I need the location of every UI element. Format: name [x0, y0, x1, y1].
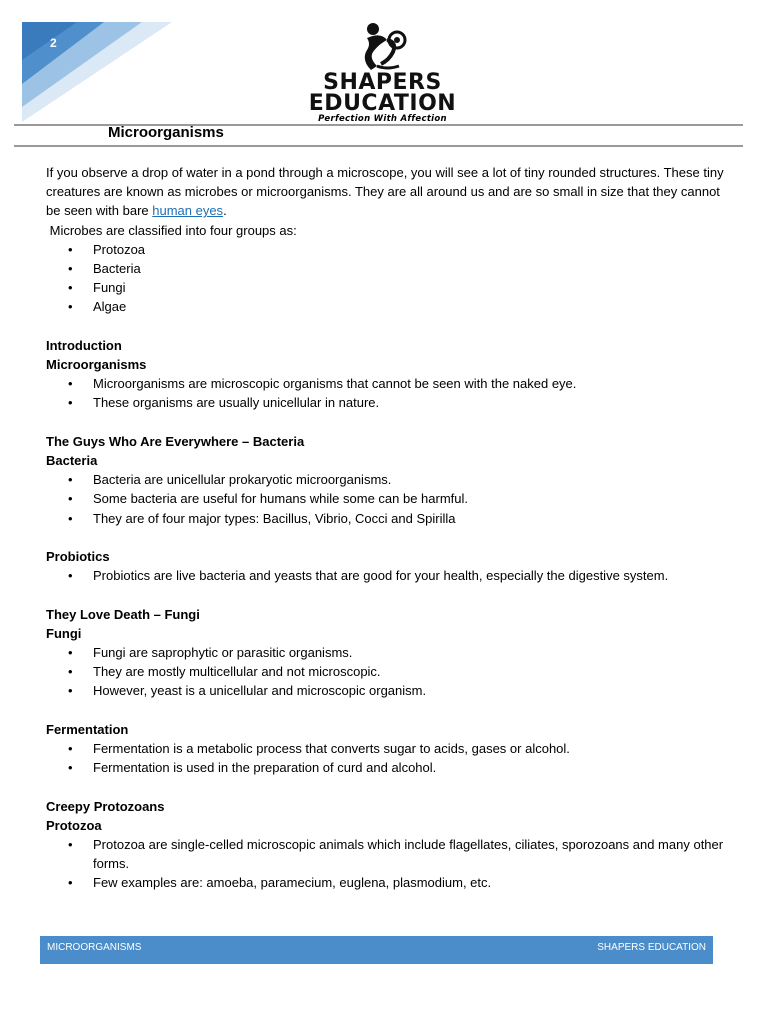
- section-list: [46, 739, 736, 777]
- list-item: • Probiotics are live bacteria and yeasts that are good for your health, especially the digestive system.: [46, 566, 736, 585]
- section-list: [46, 470, 736, 528]
- section-heading: The Guys Who Are Everywhere – Bacteria: [46, 433, 305, 449]
- section-heading: They Love Death – Fungi: [46, 606, 200, 622]
- section-subheading: Microorganisms: [46, 357, 147, 373]
- header-rule-bottom: [14, 145, 743, 147]
- human-eyes-link[interactable]: human eyes: [152, 203, 224, 219]
- section-list: [46, 643, 736, 701]
- list-item: • Bacteria: [46, 259, 736, 278]
- list-item: • Protozoa: [46, 240, 736, 259]
- list-item: • Bacteria are unicellular prokaryotic microorganisms.: [46, 470, 736, 489]
- logo-brand-line2: EDUCATION: [308, 91, 457, 116]
- list-item: • Fermentation is used in the preparation of curd and alcohol.: [46, 758, 736, 777]
- list-item: • Fungi: [46, 278, 736, 297]
- intro-text: If you observe a drop of water in a pond through a microscope, you will see a lot of tiny rounded structures. These tiny creatures are known as microbes or microorganisms. They are all around us and are so small in size that they cannot be seen with bare: [46, 165, 724, 219]
- section-heading: Creepy Protozoans: [46, 798, 165, 814]
- section-list: [46, 566, 736, 585]
- page-title: Microorganisms: [108, 124, 224, 141]
- list-item: • Few examples are: amoeba, paramecium, euglena, plasmodium, etc.: [46, 873, 736, 892]
- page-number: 2: [50, 36, 57, 50]
- intro-paragraph: [46, 163, 736, 221]
- section-subheading: Bacteria: [46, 453, 98, 469]
- list-item: • These organisms are usually unicellular in nature.: [46, 393, 736, 412]
- section-subheading: Fungi: [46, 625, 82, 641]
- footer-right-text: SHAPERS EDUCATION: [597, 942, 706, 953]
- list-item: • Protozoa are single-celled microscopic animals which include flagellates, ciliates, sporozoans and many other forms.: [46, 835, 736, 873]
- list-item: • Microorganisms are microscopic organisms that cannot be seen with the naked eye.: [46, 374, 736, 393]
- intro-text-end: .: [223, 203, 227, 219]
- section-heading: Fermentation: [46, 721, 129, 737]
- list-item: • Fungi are saprophytic or parasitic organisms.: [46, 643, 736, 662]
- footer-left-text: MICROORGANISMS: [47, 942, 142, 953]
- classification-line: [46, 221, 736, 240]
- list-item: • Fermentation is a metabolic process that converts sugar to acids, gases or alcohol.: [46, 739, 736, 758]
- list-item: • Some bacteria are useful for humans while some can be harmful.: [46, 489, 736, 508]
- section-list: [46, 835, 736, 893]
- page-footer: [40, 936, 713, 964]
- classification-text: Microbes are classified into four groups as:: [49, 222, 297, 238]
- list-item: • Algae: [46, 297, 736, 316]
- logo-figure-icon: [357, 22, 409, 72]
- list-item: • They are of four major types: Bacillus, Vibrio, Cocci and Spirilla: [46, 509, 736, 528]
- brand-logo: [300, 22, 465, 124]
- list-item: • They are mostly multicellular and not microscopic.: [46, 662, 736, 681]
- microbe-groups-list: [46, 240, 736, 317]
- document-body: [46, 163, 736, 893]
- section-subheading: Protozoa: [46, 817, 102, 833]
- section-heading: Probiotics: [46, 549, 110, 565]
- logo-tagline: Perfection With Affection: [318, 114, 447, 124]
- section-heading: Introduction: [46, 337, 122, 353]
- logo-brand-line1: SHAPERS: [323, 70, 442, 95]
- list-item: • However, yeast is a unicellular and microscopic organism.: [46, 681, 736, 700]
- section-list: [46, 374, 736, 412]
- corner-graphic: [22, 22, 172, 122]
